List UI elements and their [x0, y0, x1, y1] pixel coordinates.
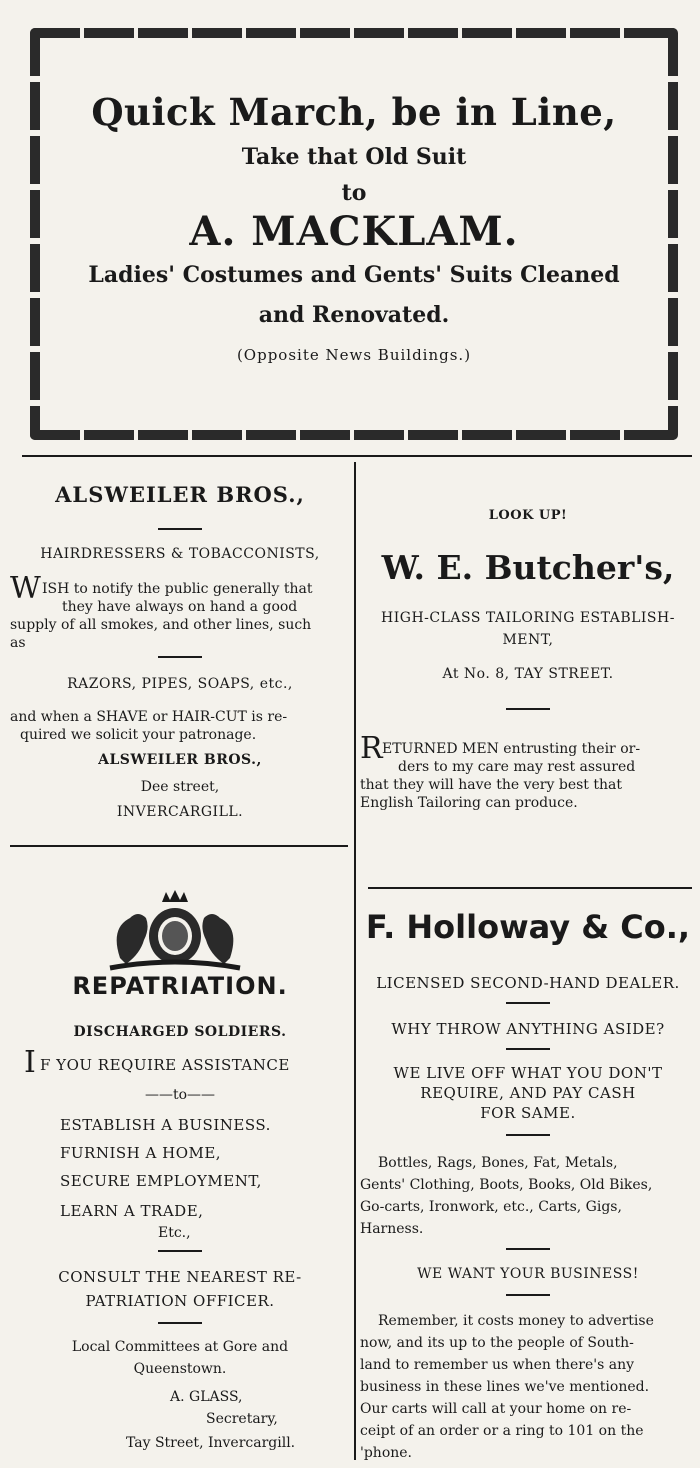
repatriation-subtitle: DISCHARGED SOLDIERS.: [73, 1024, 287, 1040]
repatriation-item-3: SECURE EMPLOYMENT,: [60, 1172, 262, 1190]
column-divider: [354, 462, 356, 1460]
holloway-advert: [360, 892, 696, 1464]
headline: Quick March, be in Line,: [91, 90, 617, 134]
repatriation-to: ——to——: [144, 1087, 216, 1103]
butcher-tagline-2: MENT,: [502, 632, 554, 648]
butcher-lookup: LOOK UP!: [488, 508, 568, 523]
subheadline: Take that Old Suit: [241, 144, 467, 170]
holloway-remember-3: land to remember us when there's any: [360, 1357, 635, 1373]
butcher-address: At No. 8, TAY STREET.: [442, 666, 614, 682]
ornamental-border-bottom: [30, 430, 678, 440]
repatriation-local-1: Local Committees at Gore and: [71, 1339, 289, 1355]
holloway-want: WE WANT YOUR BUSINESS!: [417, 1266, 639, 1282]
repatriation-lead: F YOU REQUIRE ASSISTANCE: [40, 1056, 290, 1074]
holloway-remember-7: 'phone.: [360, 1445, 413, 1461]
butcher-advert: [360, 470, 696, 880]
alsweiler-advert: [10, 470, 350, 840]
drop-cap-i: I: [24, 1045, 36, 1080]
section-divider: [22, 455, 692, 457]
butcher-body-1: ETURNED MEN entrusting their or-: [382, 741, 641, 757]
left-column-divider: [10, 845, 348, 847]
connector-word: to: [341, 180, 367, 206]
repatriation-title: REPATRIATION.: [72, 972, 288, 1000]
alsweiler-body-1: and when a SHAVE or HAIR-CUT is re-: [10, 709, 288, 725]
macklam-advert: [30, 28, 678, 440]
short-rule: [506, 708, 550, 710]
holloway-remember-1: Remember, it costs money to advertise: [378, 1313, 654, 1329]
repatriation-consult-1: CONSULT THE NEAREST RE-: [58, 1268, 302, 1286]
holloway-goods-1: Bottles, Rags, Bones, Fat, Metals,: [378, 1155, 618, 1171]
short-rule: [506, 1048, 550, 1050]
alsweiler-signature: ALSWEILER BROS.,: [98, 752, 262, 768]
short-rule: [158, 528, 202, 530]
holloway-goods-4: Harness.: [360, 1221, 424, 1237]
short-rule: [506, 1002, 550, 1004]
holloway-goods-2: Gents' Clothing, Boots, Books, Old Bikes,: [360, 1177, 653, 1193]
repatriation-etc: Etc.,: [158, 1225, 191, 1241]
address-line: (Opposite News Buildings.): [236, 346, 472, 364]
holloway-remember-5: Our carts will call at your home on re-: [360, 1401, 632, 1417]
holloway-live-3: FOR SAME.: [480, 1104, 576, 1122]
butcher-body-3: that they will have the very best that: [360, 777, 622, 793]
right-column-divider: [368, 887, 692, 889]
royal-coat-of-arms-icon: [100, 888, 250, 972]
short-rule: [158, 656, 202, 658]
business-name: A. MACKLAM.: [189, 208, 519, 255]
repatriation-advert: [10, 852, 350, 1462]
butcher-title: W. E. Butcher's,: [381, 548, 675, 587]
short-rule: [158, 1322, 202, 1324]
service-line-2: and Renovated.: [258, 302, 450, 328]
alsweiler-intro-2: they have always on hand a good: [62, 599, 298, 615]
repatriation-sign-name: A. GLASS,: [170, 1389, 243, 1405]
alsweiler-intro-1: ISH to notify the public generally that: [42, 581, 313, 597]
holloway-live-2: REQUIRE, AND PAY CASH: [420, 1084, 636, 1102]
holloway-remember-2: now, and its up to the people of South-: [360, 1335, 634, 1351]
repatriation-sign-address: Tay Street, Invercargill.: [126, 1435, 296, 1451]
holloway-remember-6: ceipt of an order or a ring to 101 on the: [360, 1423, 644, 1439]
butcher-body-2: ders to my care may rest assured: [398, 759, 636, 775]
drop-cap-r: R: [360, 731, 383, 766]
repatriation-item-4: LEARN A TRADE,: [60, 1202, 204, 1220]
holloway-goods-3: Go-carts, Ironwork, etc., Carts, Gigs,: [360, 1199, 622, 1215]
drop-cap-w: W: [10, 571, 41, 606]
alsweiler-trade: HAIRDRESSERS & TOBACCONISTS,: [40, 546, 320, 562]
holloway-why: WHY THROW ANYTHING ASIDE?: [391, 1020, 665, 1038]
repatriation-item-2: FURNISH A HOME,: [60, 1144, 222, 1162]
holloway-remember-4: business in these lines we've mentioned.: [360, 1379, 650, 1395]
short-rule: [506, 1248, 550, 1250]
service-line-1: Ladies' Costumes and Gents' Suits Cleaned: [88, 262, 620, 288]
holloway-licence: LICENSED SECOND-HAND DEALER.: [376, 974, 680, 992]
alsweiler-intro-4: as: [10, 635, 26, 651]
ornamental-border-top: [30, 28, 678, 38]
alsweiler-title: ALSWEILER BROS.,: [55, 482, 305, 507]
holloway-title: F. Holloway & Co.,: [365, 908, 691, 946]
alsweiler-body-2: quired we solicit your patronage.: [20, 727, 257, 743]
repatriation-sign-role: Secretary,: [206, 1411, 278, 1427]
alsweiler-town: INVERCARGILL.: [116, 804, 244, 820]
alsweiler-intro-3: supply of all smokes, and other lines, such: [10, 617, 312, 633]
alsweiler-street: Dee street,: [140, 779, 220, 795]
short-rule: [158, 1250, 202, 1252]
butcher-tagline-1: HIGH-CLASS TAILORING ESTABLISH-: [381, 610, 675, 626]
repatriation-local-2: Queenstown.: [133, 1361, 227, 1377]
short-rule: [506, 1294, 550, 1296]
alsweiler-items: RAZORS, PIPES, SOAPS, etc.,: [67, 676, 293, 692]
holloway-live-1: WE LIVE OFF WHAT YOU DON'T: [393, 1064, 663, 1082]
short-rule: [506, 1134, 550, 1136]
repatriation-consult-2: PATRIATION OFFICER.: [85, 1292, 275, 1310]
butcher-body-4: English Tailoring can produce.: [360, 795, 578, 811]
repatriation-item-1: ESTABLISH A BUSINESS.: [60, 1116, 271, 1134]
